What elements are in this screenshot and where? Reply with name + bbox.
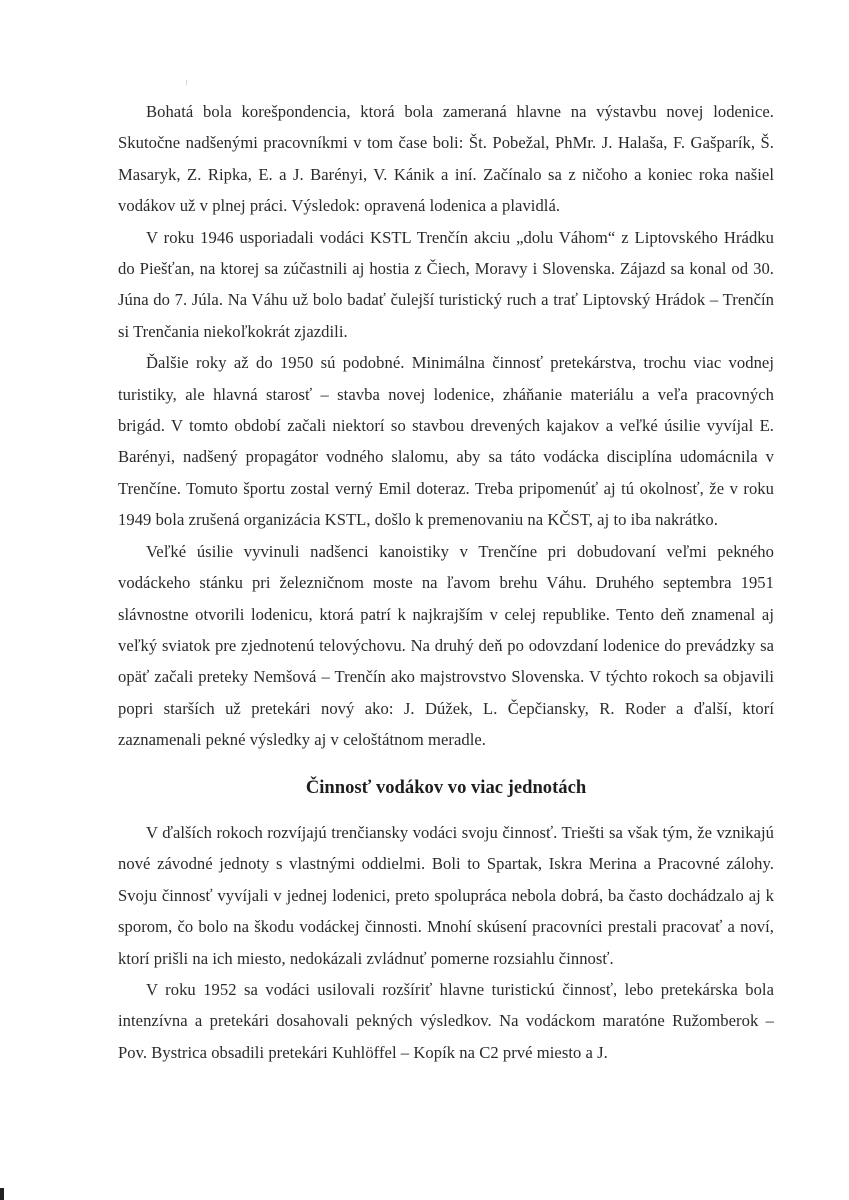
body-text-lower (118, 817, 774, 1068)
paragraph-correspondence: Bohatá bola korešpondencia, ktorá bola zameraná hlavne na výstavbu novej lodenice. Skutočne nadšenými pracovníkmi v tom čase boli: Št. Pobežal, PhMr. J. Halaša, F. Gašparík, Š. Masaryk, Z. Ripka, E. a J. Barényi, V. Kánik a iní. Začínalo sa z ničoho a koniec roka našiel vodákov už v plnej práci. Výsledok: opravená lodenica a plavidlá. (118, 102, 774, 216)
paragraph-1951-boathouse: Veľké úsilie vyvinuli nadšenci kanoistiky v Trenčíne pri dobudovaní veľmi pekného vodáckeho stánku pri železničnom moste na ľavom brehu Váhu. Druhého septembra 1951 slávnostne otvorili lodenicu, ktorá patrí k najkrajším v celej republike. Tento deň znamenal aj veľký sviatok pre zjednotenú telovýchovu. Na druhý deň po odovzdaní lodenice do prevádzky sa opäť začali preteky Nemšová – Trenčín ako majstrovstvo Slovenska. V týchto rokoch sa objavili popri starších už pretekári nový ako: J. Dúžek, L. Čepčiansky, R. Roder a ďalší, ktorí zaznamenali pekné výsledky aj v celoštátnom meradle. (118, 541, 774, 750)
scan-edge-mark (0, 1188, 4, 1200)
paragraph-1950: Ďalšie roky až do 1950 sú podobné. Minimálna činnosť pretekárstva, trochu viac vodnej turistiky, ale hlavná starosť – stavba novej lodenice, zháňanie materiálu a veľa pracovných brigád. V tomto období začali niektorí so stavbou drevených kajakov a veľké úsilie vyvíjal E. Barényi, nadšený propagátor vodného slalomu, aby sa táto vodácka disciplína udomácnila v Trenčíne. Tomuto športu zostal verný Emil doteraz. Treba pripomenúť aj tú okolnosť, že v roku 1949 bola zrušená organizácia KSTL, došlo k premenovaniu na KČST, aj to iba nakrátko. (118, 353, 774, 530)
section-heading: Činnosť vodákov vo viac jednotách (305, 777, 587, 798)
body-text-upper (118, 96, 774, 756)
paragraph-1946-trip: V roku 1946 usporiadali vodáci KSTL Trenčín akciu „dolu Váhom“ z Liptovského Hrádku do Piešťan, na ktorej sa zúčastnili aj hostia z Čiech, Moravy i Slovenska. Zájazd sa konal od 30. Júna do 7. Júla. Na Váhu už bolo badať čulejší turistický ruch a trať Liptovský Hrádok – Trenčín si Trenčania niekoľkokrát zjazdili. (118, 227, 774, 341)
scan-artifact (186, 80, 187, 85)
paragraph-multiple-clubs: V ďalších rokoch rozvíjajú trenčiansky vodáci svoju činnosť. Triešti sa však tým, že vznikajú nové závodné jednoty s vlastnými oddielmi. Boli to Spartak, Iskra Merina a Pracovné zálohy. Svoju činnosť vyvíjali v jednej lodenici, preto spolupráca nebola dobrá, ba často dochádzalo aj k sporom, čo bolo na škodu vodáckej činnosti. Mnohí skúsení pracovníci prestali pracovať a noví, ktorí prišli na ich miesto, nedokázali zvládnuť pomerne rozsiahlu činnosť. (118, 823, 774, 968)
paragraph-1952: V roku 1952 sa vodáci usilovali rozšíriť hlavne turistickú činnosť, lebo pretekárska bola intenzívna a pretekári dosahovali pekných výsledkov. Na vodáckom maratóne Ružomberok – Pov. Bystrica obsadili pretekári Kuhlöffel – Kopík na C2 prvé miesto a J. (118, 980, 774, 1062)
